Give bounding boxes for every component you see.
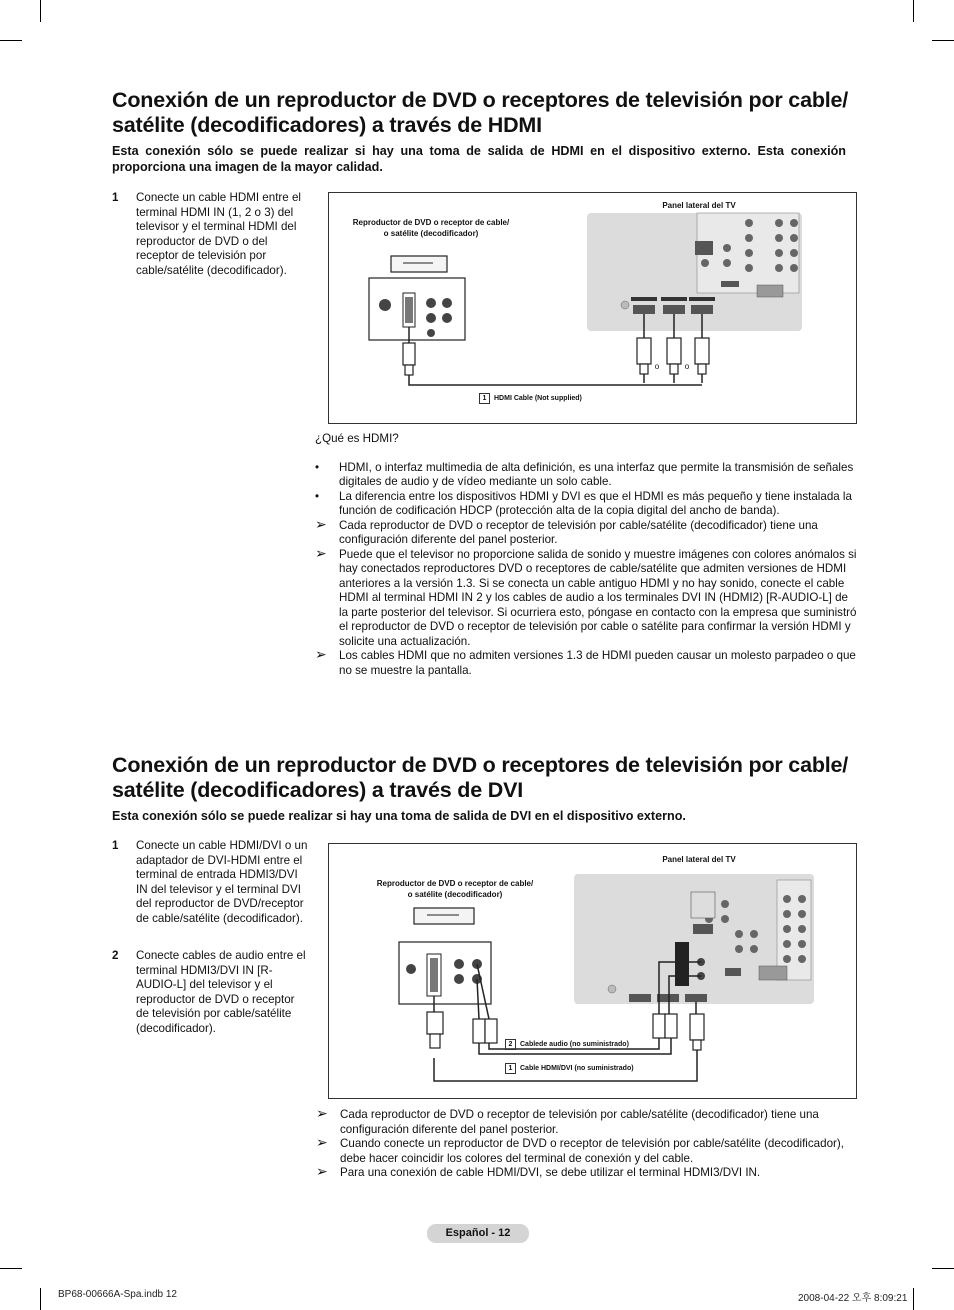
footer-filename: BP68-00666A-Spa.indb 12 — [58, 1289, 177, 1300]
step-text: Conecte cables de audio entre el terminal HDMI3/DVI IN [R-AUDIO-L] del televisor y el reproductor de DVD o receptor de televisión por cable/satélite (decodificador). — [136, 949, 306, 1035]
section2-title-line1: Conexión de un reproductor de DVD o receptores de televisión por cable/ — [112, 753, 849, 777]
bullet-marker: • — [315, 489, 320, 503]
tv-panel-label: Panel lateral del TV — [662, 201, 736, 210]
bullet-text: HDMI, o interfaz multimedia de alta definición, es una interfaz que permite la transmisión de señales digitales de audio y de vídeo mediante un solo cable. — [339, 460, 854, 488]
section1-title — [112, 88, 872, 138]
cable-1-text: Cable HDMI/DVI (no suministrado) — [520, 1065, 634, 1072]
section2-title-line2: satélite (decodificadores) a través de DVI — [112, 778, 524, 802]
section1-title-line1: Conexión de un reproductor de DVD o receptores de televisión por cable/ — [112, 88, 849, 112]
cable-1-number: 1 — [505, 1063, 516, 1074]
bullet-item — [315, 490, 860, 519]
note-item — [316, 1105, 861, 1137]
page-number-badge: Español - 12 — [427, 1224, 529, 1243]
crop-mark — [40, 1288, 41, 1310]
section2-intro: Esta conexión sólo se puede realizar si hay una toma de salida de DVI en el dispositivo externo. — [112, 809, 686, 823]
note-marker-icon: ➢ — [315, 515, 327, 532]
crop-mark — [932, 40, 954, 41]
hdmi-connection-diagram — [328, 192, 857, 424]
cable-1-label — [479, 393, 582, 404]
section1-notes — [315, 432, 860, 678]
note-item — [315, 646, 860, 678]
note-marker-icon: ➢ — [316, 1163, 328, 1179]
bullet-item — [315, 461, 860, 490]
section1-intro: Esta conexión sólo se puede realizar si hay una toma de salida de HDMI en el dispositivo externo. Esta conexión proporciona una imagen de la mayor calidad. — [112, 144, 846, 174]
footer-date: 2008-04-22 오후 8:09:21 — [798, 1293, 908, 1304]
note-marker-icon: ➢ — [315, 544, 327, 561]
or-label-2: o — [684, 362, 690, 371]
or-label-1: o — [654, 362, 660, 371]
crop-mark — [913, 0, 914, 22]
step-text: Conecte un cable HDMI/DVI o un adaptador de DVI-HDMI entre el terminal de entrada HDMI3/DVI IN del televisor y el terminal DVI del reproductor de DVD/receptor de cable/satélite (decodificador). — [136, 839, 308, 925]
cable-2-label — [505, 1039, 629, 1050]
note-text: Puede que el televisor no proporcione salida de sonido y muestre imágenes con colores anómalos si hay conectados reproductores DVD o receptores de cable/satélite que admiten versiones de HDMI anteriores a la versión 1.3. Si se conecta un cable antiguo HDMI y no hay sonido, conecte el cable HDMI al terminal HDMI IN 2 y los cables de audio a los terminales DVI IN (HDMI2) [R-AUDIO-L] de la parte posterior del televisor. Si ocurriera esto, póngase en contacto con la empresa que suministró el reproductor de DVD o receptor de televisión por cable o satélite para confirmar la versión HDMI y solicite una actualización. — [339, 547, 857, 648]
note-item — [316, 1163, 861, 1181]
note-marker-icon: ➢ — [315, 646, 327, 662]
note-marker-icon: ➢ — [316, 1134, 328, 1150]
crop-mark — [0, 1268, 22, 1269]
bullet-marker: • — [315, 460, 320, 474]
note-text: Los cables HDMI que no admiten versiones 1.3 de HDMI pueden causar un molesto parpadeo o que no se muestre la pantalla. — [339, 649, 856, 677]
note-text: Cada reproductor de DVD o receptor de televisión por cable/satélite (decodificador) tiene una configuración diferente del panel posterior. — [340, 1108, 819, 1136]
cable-1-text: HDMI Cable (Not supplied) — [494, 395, 582, 402]
bullet-text: La diferencia entre los dispositivos HDMI y DVI es que el HDMI es más pequeño y tiene instalada la función de codificación HDCP (protección alta de la copia digital del ancho de banda). — [339, 489, 852, 517]
note-text: Para una conexión de cable HDMI/DVI, se debe utilizar el terminal HDMI3/DVI IN. — [340, 1166, 761, 1179]
note-text: Cuando conecte un reproductor de DVD o receptor de televisión por cable/satélite (decodificador), debe hacer coincidir los colores del terminal de conexión y del cable. — [340, 1137, 844, 1165]
dvi-connection-diagram — [328, 843, 857, 1099]
cable-2-text: Cablede audio (no suministrado) — [520, 1041, 629, 1048]
crop-mark — [0, 40, 22, 41]
note-item — [315, 515, 860, 548]
step-number: 1 — [112, 839, 119, 852]
note-marker-icon: ➢ — [316, 1105, 328, 1121]
tv-panel-label: Panel lateral del TV — [662, 855, 736, 864]
section2-title — [112, 753, 872, 803]
section1-title-line2: satélite (decodificadores) a través de HDMI — [112, 113, 542, 137]
cable-1-number: 1 — [479, 393, 490, 404]
what-is-hdmi-heading: ¿Qué es HDMI? — [315, 432, 399, 445]
note-text: Cada reproductor de DVD o receptor de televisión por cable/satélite (decodificador) tiene una configuración diferente del panel posterior. — [339, 518, 818, 546]
cable-1-label — [505, 1063, 634, 1074]
device-label-line1: Reproductor de DVD o receptor de cable/ — [376, 879, 534, 888]
device-label-line1: Reproductor de DVD o receptor de cable/ — [352, 218, 510, 227]
tv-panel-illustration — [329, 844, 856, 1098]
cable-2-number: 2 — [505, 1039, 516, 1050]
note-item — [315, 544, 860, 650]
device-label-line2: o satélite (decodificador) — [407, 890, 503, 899]
tv-panel-illustration — [329, 193, 856, 423]
crop-mark — [932, 1268, 954, 1269]
note-item — [316, 1134, 861, 1166]
device-label-line2: o satélite (decodificador) — [383, 229, 479, 238]
step-text: Conecte un cable HDMI entre el terminal HDMI IN (1, 2 o 3) del televisor y el terminal HDMI del reproductor de DVD o del receptor de televisión por cable/satélite (decodificador). — [136, 191, 301, 277]
section2-notes — [316, 1105, 861, 1181]
step-number: 1 — [112, 191, 119, 204]
step-number: 2 — [112, 949, 119, 962]
crop-mark — [913, 1288, 914, 1310]
crop-mark — [40, 0, 41, 22]
